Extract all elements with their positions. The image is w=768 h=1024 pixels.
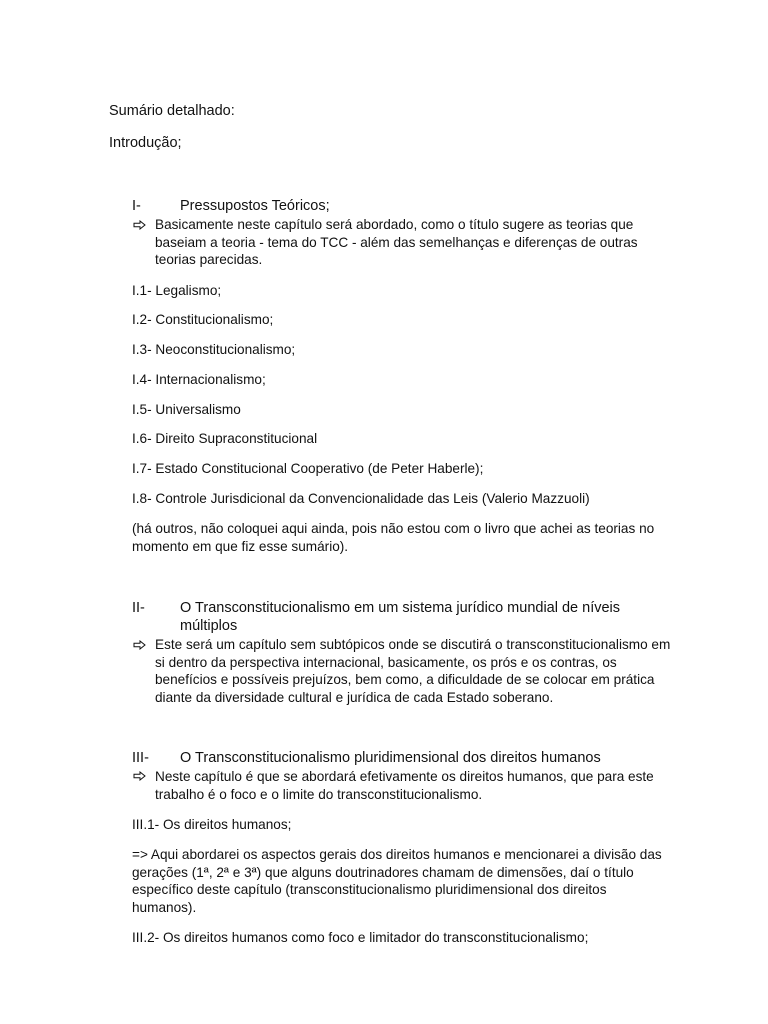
text-line: trabalho é o foco e o limite do transconstitucionalismo. (155, 786, 483, 802)
text-line: si dentro da perspectiva internacional, basicamente, os prós e os contras, os (155, 654, 617, 670)
section-3-paragraph (132, 846, 662, 916)
section-3-title: O Transconstitucionalismo pluridimensional dos direitos humanos (180, 750, 601, 766)
text-line: teorias parecidas. (155, 252, 263, 267)
list-item: I.4- Internacionalismo; (132, 372, 266, 387)
text-line: benefícios e possíveis prejuízos, bem como, a dificuldade de se colocar em prática (155, 672, 655, 687)
text-line: (há outros, não coloquei aqui ainda, pois não estou com o livro que achei as teorias no (132, 521, 655, 536)
list-item: I.8- Controle Jurisdicional da Convencionalidade das Leis (Valerio Mazzuoli) (132, 491, 590, 506)
introduction-heading: Introdução; (109, 135, 182, 151)
section-1-title: Pressupostos Teóricos; (180, 198, 330, 214)
arrow-bullet-icon (133, 640, 146, 650)
title-line: O Transconstitucionalismo em um sistema jurídico mundial de níveis (180, 600, 621, 616)
text-line: gerações (1ª, 2ª e 3ª) que alguns doutrinadores chamam de dimensões, daí o título (132, 864, 634, 880)
text-line: específico deste capítulo (transconstitucionalismo pluridimensional dos direitos (132, 882, 607, 897)
text-line: Basicamente neste capítulo será abordado, como o título sugere as teorias que (155, 217, 634, 232)
list-item: I.7- Estado Constitucional Cooperativo (de Peter Haberle); (132, 461, 484, 476)
section-3-bullet-text (155, 768, 654, 803)
list-item: I.2- Constitucionalismo; (132, 312, 274, 327)
section-1-bullet-text (155, 216, 638, 269)
list-item: III.2- Os direitos humanos como foco e limitador do transconstitucionalismo; (132, 930, 589, 945)
list-item: I.1- Legalismo; (132, 283, 222, 298)
text-line: baseiam a teoria - tema do TCC - além das semelhanças e diferenças de outras (155, 234, 638, 250)
text-line: humanos). (132, 899, 197, 915)
section-2-numeral: II- (132, 600, 145, 616)
list-item: I.3- Neoconstitucionalismo; (132, 342, 296, 357)
list-item: I.6- Direito Supraconstitucional (132, 431, 318, 446)
section-3-numeral: III- (132, 750, 149, 766)
text-line: Neste capítulo é que se abordará efetivamente os direitos humanos, que para este (155, 769, 654, 784)
text-line: => Aqui abordarei os aspectos gerais dos direitos humanos e mencionarei a divisão das (132, 847, 662, 862)
section-1-note (132, 520, 654, 555)
text-line: diante da diversidade cultural e jurídica de cada Estado soberano. (155, 689, 554, 705)
text-line: Este será um capítulo sem subtópicos onde se discutirá o transconstitucionalismo em (155, 637, 671, 652)
section-1-numeral: I- (132, 198, 141, 214)
section-2-bullet-text (155, 636, 670, 706)
title-line: múltiplos (180, 618, 238, 634)
list-item: I.5- Universalismo (132, 402, 241, 417)
arrow-bullet-icon (133, 771, 146, 781)
arrow-bullet-icon (133, 220, 146, 230)
list-item: III.1- Os direitos humanos; (132, 817, 292, 832)
summary-title: Sumário detalhado: (109, 103, 235, 119)
section-2-title (180, 599, 620, 635)
text-line: momento em que fiz esse sumário). (132, 538, 349, 554)
